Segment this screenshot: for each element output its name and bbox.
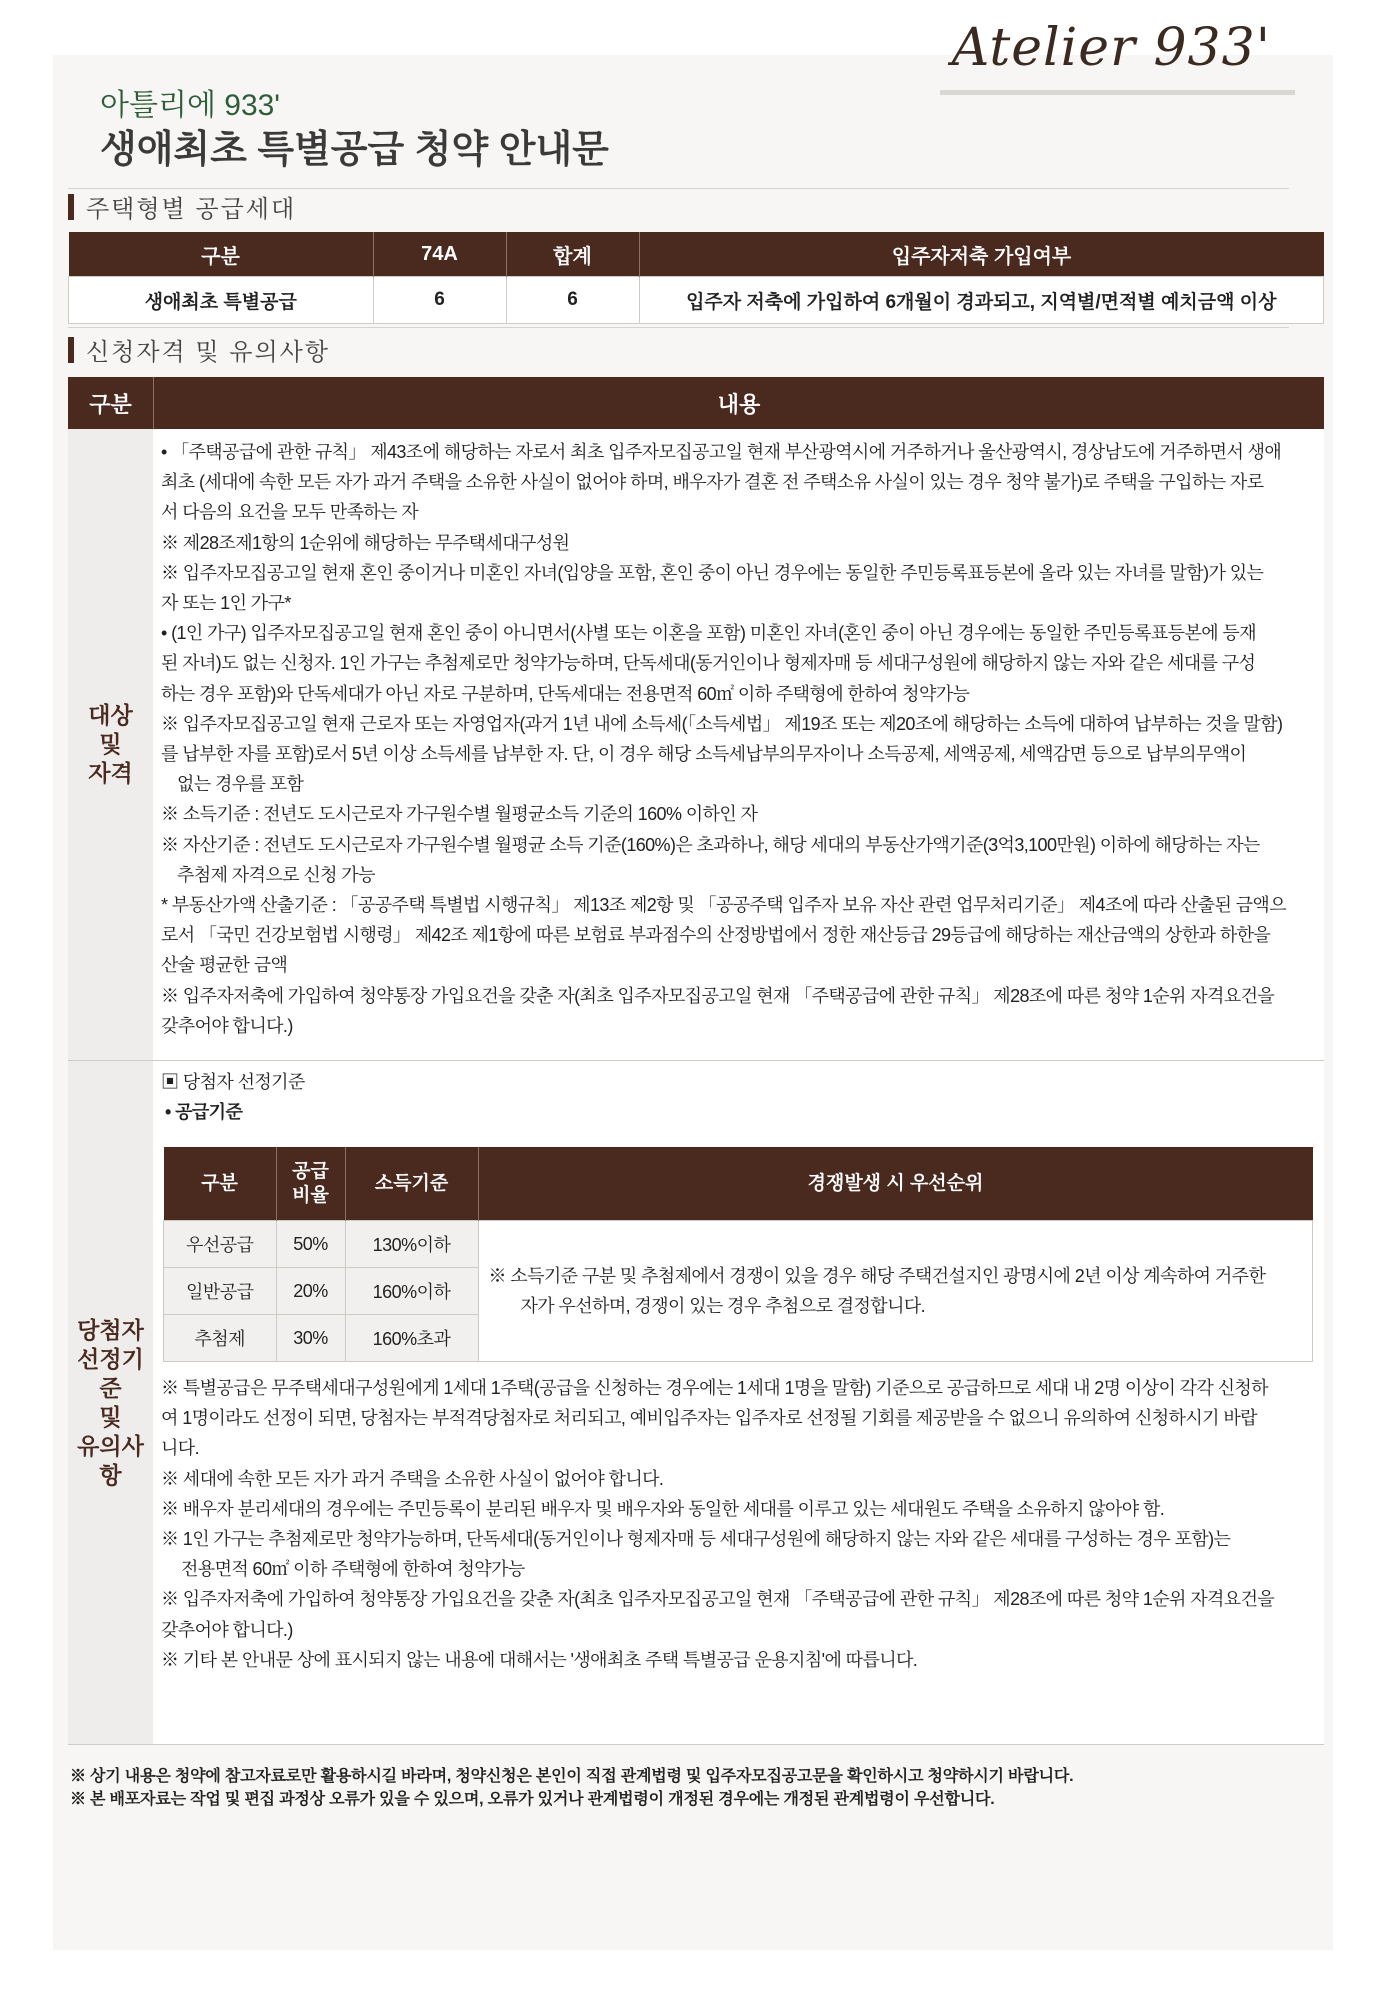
list-item: ※ 자산기준 : 전년도 도시근로자 가구원수별 월평균 소득 기준(160%)은 초과하나, 해당 세대의 부동산가액기준(3억3,100만원) 이하에 해당하는 자는 bbox=[161, 834, 1260, 855]
list-item: ※ 기타 본 안내문 상에 표시되지 않는 내용에 대해서는 '생애최초 주택 특별공급 운용지침'에 따릅니다. bbox=[161, 1649, 918, 1670]
column-header: 경쟁발생 시 우선순위 bbox=[478, 1147, 1313, 1221]
list-item: ※ 특별공급은 무주택세대구성원에게 1세대 1주택(공급을 신청하는 경우에는 1세대 1명을 말함) 기준으로 공급하므로 세대 내 2명 이상이 각각 신청하 bbox=[161, 1378, 1268, 1398]
table-cell: 30% bbox=[276, 1315, 345, 1362]
list-item: 하는 경우 포함)와 단독세대가 아닌 자로 구분하며, 단독세대는 전용면적 60㎡ 이하 주택형에 한하여 청약가능 bbox=[161, 683, 970, 704]
footer-note: ※ 본 배포자료는 작업 및 편집 과정상 오류가 있을 수 있으며, 오류가 있거나 관계법령이 개정된 경우에는 개정된 관계법령이 우선합니다. bbox=[70, 1791, 995, 1808]
table-cell: 추첨제 bbox=[164, 1315, 277, 1362]
supply-criteria-title: • 공급기준 bbox=[165, 1102, 243, 1123]
list-item: * 부동산가액 산출기준 : 「공공주택 특별법 시행규칙」 제13조 제2항 및 「공공주택 입주자 보유 자산 관련 업무처리기준」 제4조에 따라 산출된 금액으 bbox=[161, 895, 1287, 916]
table-header-row bbox=[69, 232, 1324, 277]
footer-note: ※ 상기 내용은 청약에 참고자료로만 활용하시길 바라며, 청약신청은 본인이 직접 관계법령 및 입주자모집공고문을 확인하시고 청약하시기 바랍니다. bbox=[70, 1768, 1074, 1785]
list-item: ※ 입주자저축에 가입하여 청약통장 가입요건을 갖춘 자(최초 입주자모집공고일 현재 「주택공급에 관한 규칙」 제28조에 따른 청약 1순위 자격요건을 bbox=[161, 985, 1275, 1006]
column-header: 구분 bbox=[164, 1147, 277, 1221]
priority-note bbox=[478, 1221, 1313, 1362]
column-header: 입주자저축 가입여부 bbox=[639, 232, 1324, 277]
list-item: ※ 소득기준 : 전년도 도시근로자 가구원수별 월평균소득 기준의 160% 이하인 자 bbox=[161, 804, 758, 825]
list-item: 여 1명이라도 선정이 되면, 당첨자는 부적격당첨자로 처리되고, 예비입주자는 입주자로 선정될 기회를 제공받을 수 없으니 유의하여 신청하시기 바랍 bbox=[161, 1408, 1257, 1429]
list-item: 로서 「국민 건강보험법 시행령」 제42조 제1항에 따른 보험료 부과점수의 산정방법에서 정한 재산등급 29등급에 해당하는 재산금액의 상한과 하한을 bbox=[161, 925, 1271, 946]
eligibility-table-header bbox=[68, 377, 1324, 429]
list-item: ※ 입주자모집공고일 현재 혼인 중이거나 미혼인 자녀(입양을 포함, 혼인 중이 아닌 경우에는 동일한 주민등록표등본에 올라 있는 자녀를 말함)가 있는 bbox=[161, 562, 1264, 583]
table-header-row bbox=[164, 1147, 1313, 1221]
table-cell: 일반공급 bbox=[164, 1268, 277, 1315]
list-item: 된 자녀)도 없는 신청자. 1인 가구는 추첨제로만 청약가능하며, 단독세대(동거인이나 형제자매 등 세대구성원에 해당하지 않는 자와 같은 세대를 구성 bbox=[161, 653, 1256, 674]
column-header: 구분 bbox=[68, 377, 154, 429]
priority-note-line: ※ 소득기준 구분 및 추첨제에서 경쟁이 있을 경우 해당 주택건설지인 광명시에 2년 이상 계속하여 거주한 bbox=[488, 1266, 1266, 1286]
list-item: ※ 입주자저축에 가입하여 청약통장 가입요건을 갖춘 자(최초 입주자모집공고일 현재 「주택공급에 관한 규칙」 제28조에 따른 청약 1순위 자격요건을 bbox=[161, 1589, 1275, 1610]
list-item: ※ 입주자모집공고일 현재 근로자 또는 자영업자(과거 1년 내에 소득세(「소득세법」 제19조 또는 제20조에 해당하는 소득에 대하여 납부하는 것을 말함) bbox=[161, 713, 1283, 734]
list-item: • 「주택공급에 관한 규칙」 제43조에 해당하는 자로서 최초 입주자모집공고일 현재 부산광역시에 거주하거나 울산광역시, 경상남도에 거주하면서 생애 bbox=[161, 442, 1282, 462]
list-item: 자 또는 1인 가구* bbox=[161, 593, 291, 614]
section-title: 신청자격 및 유의사항 bbox=[86, 339, 330, 366]
table-cell: 우선공급 bbox=[164, 1221, 277, 1268]
list-item: 전용면적 60㎡ 이하 주택형에 한하여 청약가능 bbox=[181, 1559, 525, 1580]
list-item: 최초 (세대에 속한 모든 자가 과거 주택을 소유한 사실이 없어야 하며, 배우자가 결혼 전 주택소유 사실이 있는 경우 청약 불가)로 주택을 구입하는 자로 bbox=[161, 472, 1264, 493]
document-title: 생애최초 특별공급 청약 안내문 bbox=[100, 129, 609, 171]
selection-criteria-title: ▣ 당첨자 선정기준 bbox=[161, 1072, 305, 1092]
list-item: 서 다음의 요건을 모두 만족하는 자 bbox=[161, 502, 419, 523]
divider bbox=[68, 327, 1289, 328]
table-cell: 6 bbox=[506, 277, 639, 324]
table-cell: 6 bbox=[373, 277, 506, 324]
table-row bbox=[164, 1221, 1313, 1268]
brand-rule bbox=[940, 90, 1295, 95]
column-header: 74A bbox=[373, 232, 506, 277]
list-item: 없는 경우를 포함 bbox=[177, 774, 304, 795]
table-cell: 입주자 저축에 가입하여 6개월이 경과되고, 지역별/면적별 예치금액 이상 bbox=[639, 277, 1324, 324]
list-item: ※ 제28조제1항의 1순위에 해당하는 무주택세대구성원 bbox=[161, 532, 570, 553]
table-cell: 50% bbox=[276, 1221, 345, 1268]
row-label-selection: 당첨자 선정기 준 및 유의사 항 bbox=[68, 1061, 153, 1744]
section-marker bbox=[68, 337, 74, 363]
divider bbox=[68, 188, 1289, 189]
row-label-qualification: 대상 및 자격 bbox=[68, 429, 153, 1060]
list-item: 갖추어야 합니다.) bbox=[161, 1015, 293, 1036]
table-cell: 20% bbox=[276, 1268, 345, 1315]
list-item: 갖추어야 합니다.) bbox=[161, 1619, 293, 1640]
table-cell: 130%이하 bbox=[345, 1221, 478, 1268]
list-item: • (1인 가구) 입주자모집공고일 현재 혼인 중이 아니면서(사별 또는 이혼을 포함) 미혼인 자녀(혼인 중이 아닌 경우에는 동일한 주민등록표등본에 등재 bbox=[161, 623, 1256, 644]
priority-note-line: 자가 우선하며, 경쟁이 있는 경우 추첨으로 결정합니다. bbox=[520, 1296, 926, 1316]
column-header: 소득기준 bbox=[345, 1147, 478, 1221]
brand-logo: Atelier 933' bbox=[951, 18, 1271, 78]
column-header: 합계 bbox=[506, 232, 639, 277]
qualification-text bbox=[161, 437, 1286, 1041]
section-heading-supply bbox=[68, 189, 296, 224]
list-item: 를 납부한 자를 포함)로서 5년 이상 소득세를 납부한 자. 단, 이 경우 해당 소득세납부의무자이나 소득공제, 세액공제, 세액감면 등으로 납부의무액이 bbox=[161, 744, 1247, 765]
column-header: 내용 bbox=[717, 391, 761, 417]
list-item: ※ 1인 가구는 추첨제로만 청약가능하며, 단독세대(동거인이나 형제자매 등 세대구성원에 해당하지 않는 자와 같은 세대를 구성하는 경우 포함)는 bbox=[161, 1529, 1231, 1550]
selection-heading bbox=[161, 1067, 305, 1127]
list-item: 추첨제 자격으로 신청 가능 bbox=[177, 864, 375, 885]
column-header: 공급 비율 bbox=[276, 1147, 345, 1221]
table-row bbox=[69, 277, 1324, 324]
table-cell: 160%초과 bbox=[345, 1315, 478, 1362]
criteria-table bbox=[163, 1147, 1313, 1362]
divider bbox=[68, 1744, 1324, 1745]
complex-title: 아틀리에 933' bbox=[100, 89, 281, 122]
table-cell: 생애최초 특별공급 bbox=[69, 277, 374, 324]
section-marker bbox=[68, 194, 74, 220]
table-cell: 160%이하 bbox=[345, 1268, 478, 1315]
list-item: ※ 배우자 분리세대의 경우에는 주민등록이 분리된 배우자 및 배우자와 동일한 세대를 이루고 있는 세대원도 주택을 소유하지 않아야 함. bbox=[161, 1498, 1165, 1519]
list-item: 니다. bbox=[161, 1438, 199, 1459]
section-title: 주택형별 공급세대 bbox=[86, 196, 297, 223]
list-item: ※ 세대에 속한 모든 자가 과거 주택을 소유한 사실이 없어야 합니다. bbox=[161, 1468, 664, 1489]
column-header: 구분 bbox=[69, 232, 374, 277]
selection-text bbox=[161, 1373, 1274, 1675]
supply-table bbox=[68, 232, 1324, 324]
section-heading-eligibility bbox=[68, 332, 330, 367]
list-item: 산술 평균한 금액 bbox=[161, 955, 288, 976]
